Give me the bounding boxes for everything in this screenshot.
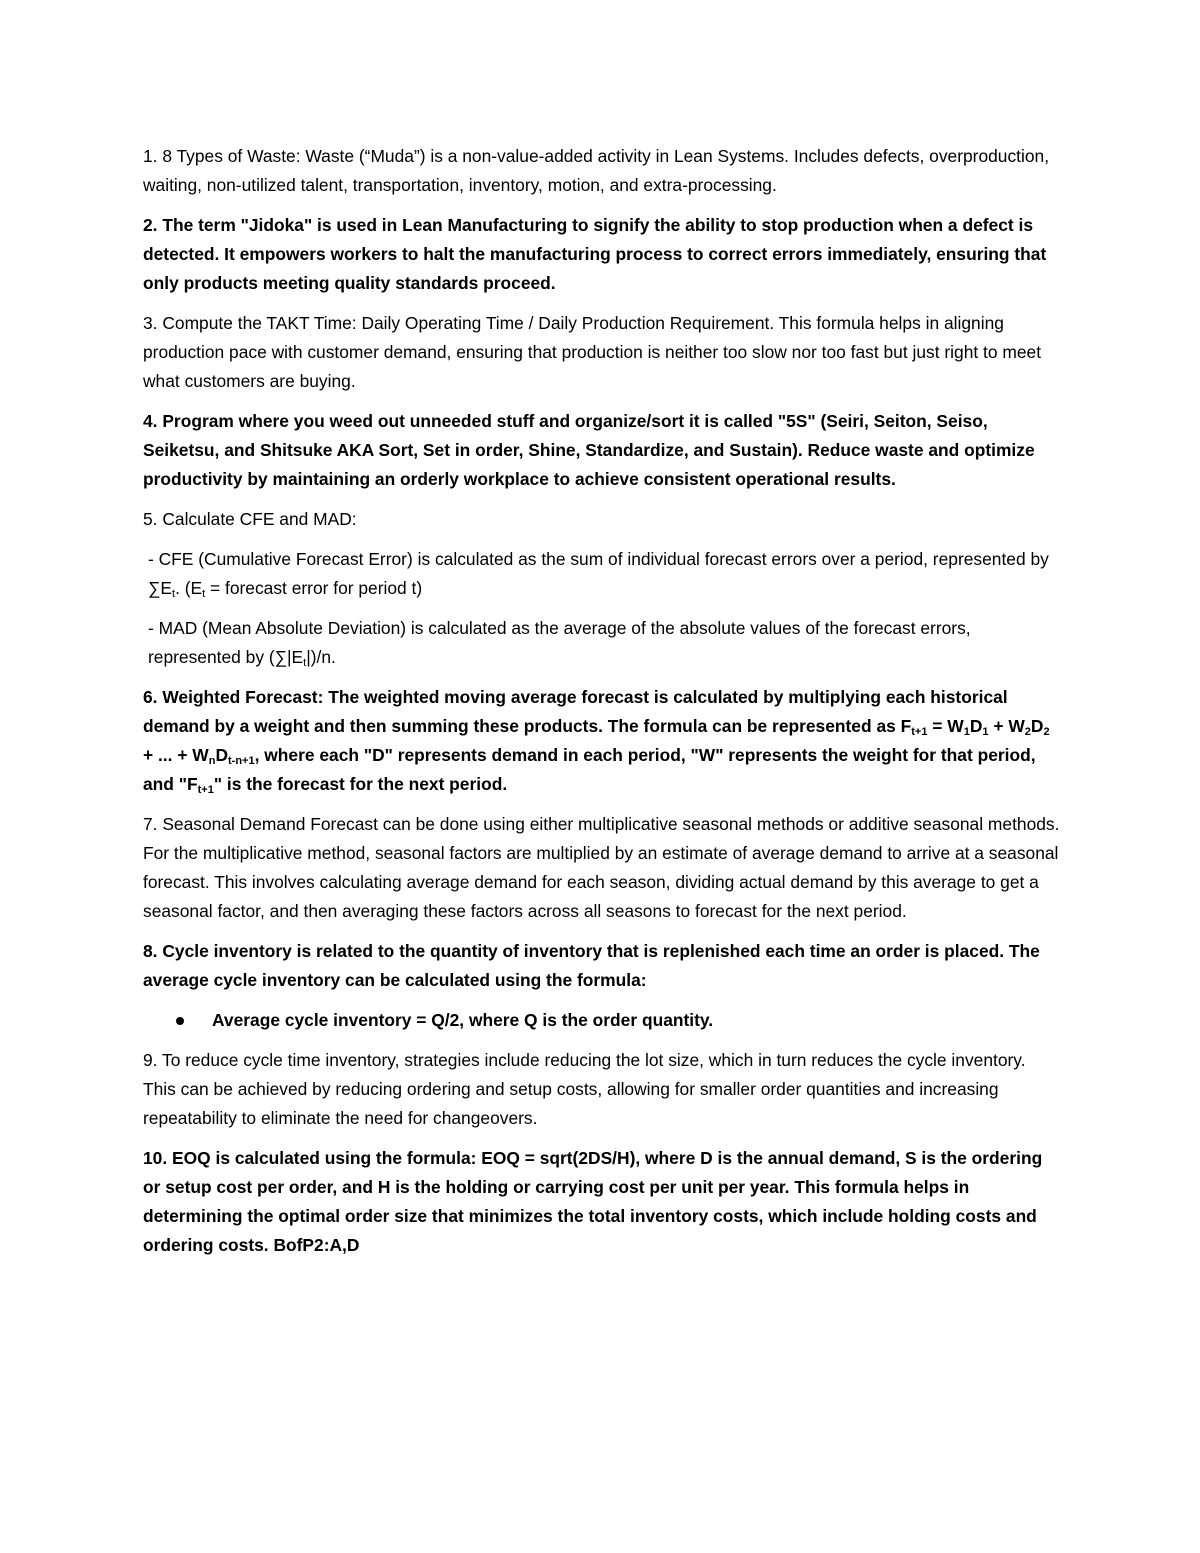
wf-text-b: = W [927,716,964,736]
wf-sub-5: 2 [1043,726,1050,738]
cfe-subscript-1: t [172,588,176,600]
bullet-dot-icon [176,1017,184,1025]
wf-sub-1: t+1 [911,726,928,738]
item-6-weighted-forecast [143,683,1060,799]
mad-text-1: - MAD (Mean Absolute Deviation) is calculated as the average of the absolute values of the forecast errors, represented by (∑|E [148,618,971,667]
wf-text-c: D [969,716,983,736]
wf-text-e: D [1030,716,1044,736]
item-7-seasonal-forecast: 7. Seasonal Demand Forecast can be done using either multiplicative seasonal methods or additive seasonal methods. For the multiplicative method, seasonal factors are multiplied by an estimate of average demand to arrive at a seasonal forecast. This involves calculating average demand for each season, dividing actual demand by this average to get a seasonal factor, and then averaging these factors across all seasons to forecast for the next period. [143,814,1060,921]
wf-sub-8: t+1 [197,784,214,796]
item-5-cfe-mad-heading: 5. Calculate CFE and MAD: [143,509,357,529]
cycle-inventory-formula: Average cycle inventory = Q/2, where Q is the order quantity. [212,1010,714,1030]
item-5b-mad-definition [143,614,1060,672]
wf-text-d: + W [988,716,1025,736]
mad-subscript: t [303,657,307,669]
wf-text-a: 6. Weighted Forecast: The weighted moving average forecast is calculated by multiplying each historical demand by a weight and then summing these products. The formula can be represented as F [143,687,1008,736]
cfe-text-3: = forecast error for period t) [205,578,423,598]
wf-text-i: " is the forecast for the next period. [213,774,508,794]
item-8-cycle-inventory: 8. Cycle inventory is related to the quantity of inventory that is replenished each time an order is placed. The average cycle inventory can be calculated using the formula: [143,941,1040,990]
item-4-5s-program: 4. Program where you weed out unneeded stuff and organize/sort it is called "5S" (Seiri, Seiton, Seiso, Seiketsu, and Shitsuke AKA Sort, Set in order, Shine, Standardize, and Sustain). Reduce waste and optimize productivity by maintaining an orderly workplace to achieve consistent operational results. [143,411,1035,489]
item-9-reduce-cycle-inventory: 9. To reduce cycle time inventory, strategies include reducing the lot size, which in turn reduces the cycle inventory. This can be achieved by reducing ordering and setup costs, allowing for smaller order quantities and increasing repeatability to eliminate the need for changeovers. [143,1050,1026,1128]
wf-text-h: , where each "D" represents demand in each period, "W" represents the weight for that period, and "F [143,745,1036,794]
wf-sub-2: 1 [963,726,970,738]
item-10-eoq: 10. EOQ is calculated using the formula: EOQ = sqrt(2DS/H), where D is the annual demand, S is the ordering or setup cost per order, and H is the holding or carrying cost per unit per year. This formula helps in determining the optimal order size that minimizes the total inventory costs, which include holding costs and ordering costs. BofP2:A,D [143,1148,1043,1255]
wf-text-g: D [215,745,229,765]
item-3-takt-time: 3. Compute the TAKT Time: Daily Operating Time / Daily Production Requirement. This formula helps in aligning production pace with customer demand, ensuring that production is neither too slow nor too fast but just right to meet what customers are buying. [143,313,1042,391]
cfe-subscript-2: t [202,588,206,600]
item-1-waste-types: 1. 8 Types of Waste: Waste (“Muda”) is a non-value-added activity in Lean Systems. Includes defects, overproduction, waiting, non-utilized talent, transportation, inventory, motion, and extra-processing. [143,146,1050,195]
wf-sub-3: 1 [982,726,989,738]
wf-sub-4: 2 [1024,726,1031,738]
wf-text-f: + ... + W [143,745,209,765]
wf-sub-6: n [208,755,216,767]
item-5a-cfe-definition [143,545,1060,603]
cfe-text-1: - CFE (Cumulative Forecast Error) is calculated as the sum of individual forecast errors over a period, represented by ∑E [148,549,1049,598]
cycle-inventory-bullet [143,1006,1060,1035]
wf-sub-7: t-n+1 [228,755,255,767]
mad-text-2: |)/n. [306,647,336,667]
cfe-text-2: . (E [175,578,203,598]
item-2-jidoka: 2. The term "Jidoka" is used in Lean Manufacturing to signify the ability to stop production when a defect is detected. It empowers workers to halt the manufacturing process to correct errors immediately, ensuring that only products meeting quality standards proceed. [143,215,1047,293]
